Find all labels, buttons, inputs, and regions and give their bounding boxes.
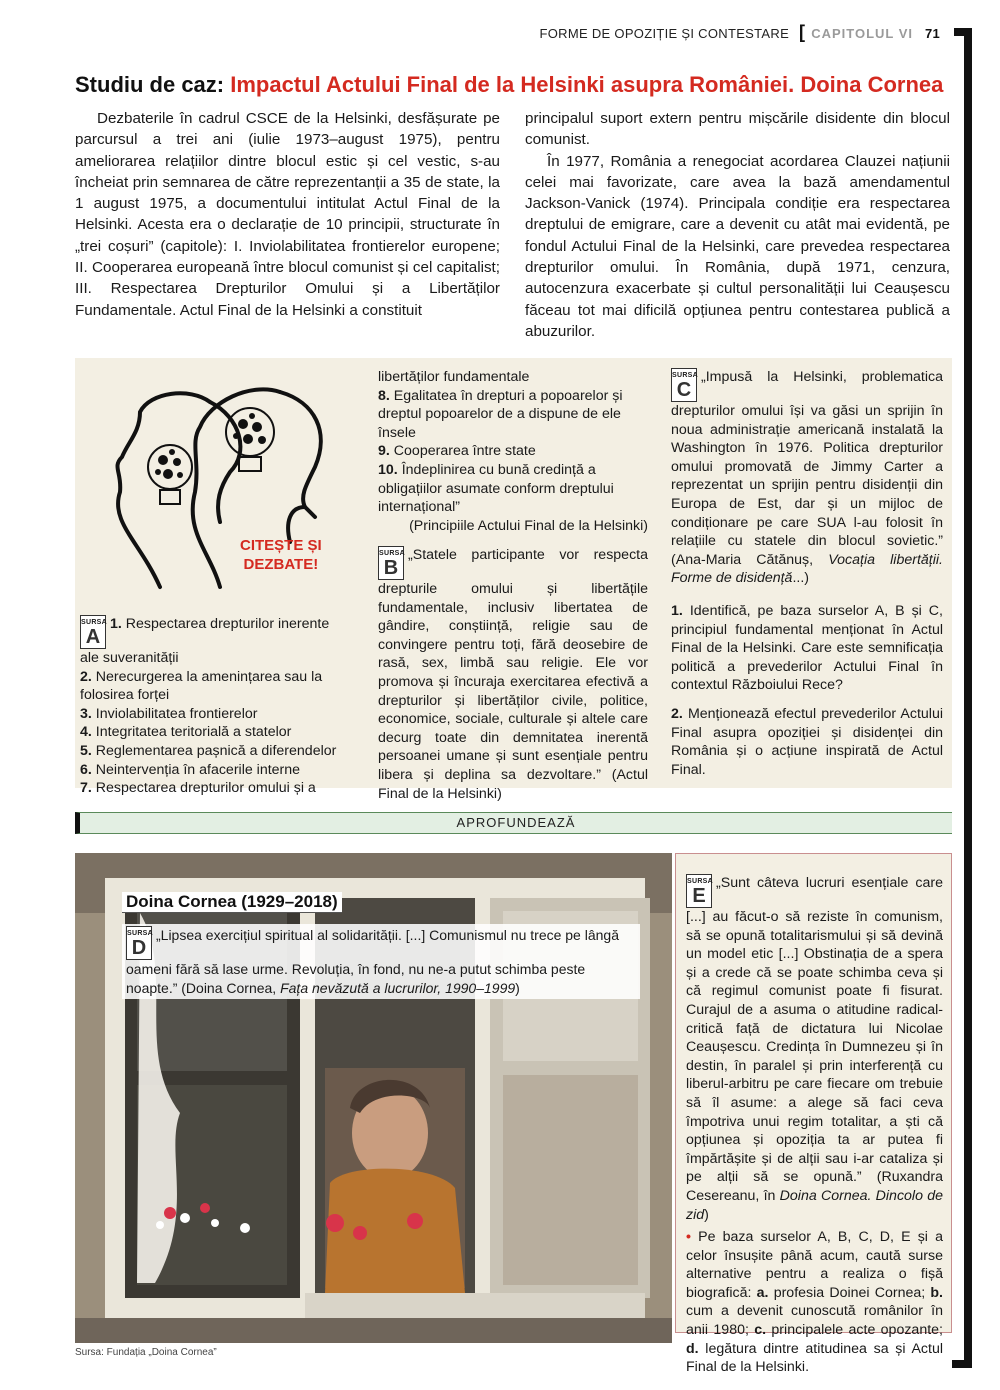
source-a: SURSA A 1. Respectarea drepturilor inerente ale suveranității 2. Nerecurgerea la amenințarea sau la folosirea forței 3. Inviolabilitatea frontierelor 4. Integritatea teritorială a statelor 5. Reglementarea pașnică a diferendelor 6. Neintervenția în afacerile interne 7. Respectarea drepturilor omului și a bbox=[80, 616, 337, 797]
page-frame-right bbox=[964, 28, 972, 1368]
intro-paragraph-2: În 1977, România a renegociat acordarea Clauzei națiunii celei mai favorizate, care avea la bază amendamentul Jackson-Vanick (1974). Principala condiție era respectarea dreptului de emigrare, care a devenit cu atât mai evidentă, pe fondul Actului Final de la Helsinki, care prevedea respectarea drepturilor omului. În România, după 1971, cenzura, autocenzura exacerbate și cultul personalității lui Ceaușescu făceau tot mai dificilă opțiunea pentru contestarea publică a abuzurilor. bbox=[525, 152, 950, 340]
intro-right-column bbox=[525, 108, 950, 342]
bullet-icon: • bbox=[686, 1229, 691, 1246]
doina-cornea-heading: Doina Cornea (1929–2018) bbox=[122, 892, 342, 913]
intro-left-column bbox=[75, 108, 500, 321]
intro-paragraph-1: Dezbaterile în cadrul CSCE de la Helsinki, desfășurate pe parcursul a trei ani (iulie 1973–august 1975), pentru ameliorarea relațiilor dintre blocul estic și cel vestic, s-au încheiat prin semnarea de către reprezentanții a 35 de state, la 1 august 1975, a documentului intitulat Actul Final de la Helsinki. Acesta era o declarație de 10 principii, structurate în „trei coșuri” (capitole): I. Inviolabilitatea frontierelor europene; II. Cooperarea europeană între blocul comunist și cel capitalist; III. Respectarea Drepturilor Omului și a Libertăților Fundamentale. Actul Final de la Helsinki a constituit bbox=[75, 110, 500, 319]
source-badge-e: SURSA E bbox=[686, 874, 712, 908]
biography-task: • Pe baza surselor A, B, C, D, E și a celor însușite până acum, caută surse alternative pentru a realiza o fișă biografică: a. profesia Doinei Cornea; b. cum a devenit cunoscută românilor în anii 1980; c. principalele acte opozante; d. legătura dintre atitudinea sa și Actul Final de la Helsinki. bbox=[686, 1229, 943, 1376]
photo-credit: Sursa: Fundația „Doina Cornea” bbox=[75, 1347, 217, 1358]
source-d: SURSA D „Lipsea exercițiul spiritual al solidarității. [...] Comunismul nu trece pe lângă oameni fără să lase urme. Revoluția, în fond, nu ne-a putut schimba peste noapte.” (Doina Cornea, Fața nevăzută a lucrurilor, 1990–1999) bbox=[122, 924, 640, 999]
source-e: SURSA E „Sunt câteva lucruri esențiale care [...] au făcut-o să reziste în comunism, să se opună totalitarismului și să devină un model etic [...] Obstinația de a spera și a crede că se poate schimba ceva și că regimul comunist poate fi fisurat. Curajul de a asuma o atitudine radical-critică față de dictatura lui Nicolae Ceaușescu. Credința în Dumnezeu și în destin, în paralel și prin interferență cu liberul-arbitru pe care fiecare om trebuie să îl asume: a alege să faci ceva împotriva unui regim totalitar, a ști că opțiunea și opoziția ta ar putea fi împărtășite și de alții sau i-ar cataliza și pe alții să se opună.” (Ruxandra Cesereanu, în Doina Cornea. Dincolo de zid) • Pe baza surselor A, B, C, D, E și a celor însușite până acum, caută surse alternative pentru a realiza o fișă biografică: a. profesia Doinei Cornea; b. cum a devenit cunoscută românilor în anii 1980; c. principalele acte opozante; d. legătura dintre atitudinea sa și Actul Final de la Helsinki. bbox=[675, 853, 952, 1333]
aprofundeaza-section-header: APROFUNDEAZĂ bbox=[75, 812, 952, 834]
source-badge-a: SURSA A bbox=[80, 615, 106, 649]
source-badge-c: SURSA C bbox=[671, 368, 697, 402]
source-c: SURSA C „Impusă la Helsinki, problematica drepturilor omului își va găsi un sprijin în noua administrație americană instalată la Washington în 1976. Politica drepturilor omului promovată de Jimmy Carter a reprezentat un sprijin pentru disidenții din Europa de Est, dar și un mijloc de condiționare pe care SUA l-au folosit în relațiile cu statele din blocul sovietic.” (Ana-Maria Cătănuș, Vocația libertății. Forme de disidență...) bbox=[671, 369, 943, 587]
source-badge-d: SURSA D bbox=[126, 926, 152, 960]
intro-continuation: principalul suport extern pentru mișcările disidente din blocul comunist. bbox=[525, 110, 950, 149]
source-badge-b: SURSA B bbox=[378, 546, 404, 580]
running-head: FORME DE OPOZIȚIE ȘI CONTESTARE [ CAPITOLUL VI 71 bbox=[539, 22, 940, 42]
page-number: 71 bbox=[924, 26, 940, 41]
page-title: Studiu de caz: Impactul Actului Final de la Helsinki asupra României. Doina Cornea bbox=[75, 72, 944, 97]
chapter-label: CAPITOLUL VI bbox=[811, 26, 914, 41]
questions bbox=[671, 602, 943, 789]
source-a-continuation: libertăților fundamentale 8. Egalitatea în drepturi a popoarelor și dreptul popoarelor de a dispune de ele însele 9. Cooperarea între state 10. Îndeplinirea cu bună credință a obligațiilor asumate conform dreptului internațional” (Principiile Actului Final de la Helsinki) bbox=[378, 369, 648, 534]
source-a-attribution: (Principiile Actului Final de la Helsinki) bbox=[409, 517, 648, 534]
read-and-debate-callout: CITEȘTE ȘI DEZBATE! bbox=[240, 537, 322, 573]
source-b: SURSA B „Statele participante vor respecta drepturile omului și libertățile fundamentale, inclusiv libertatea de gândire, conștiință, religie sau de convingere pentru toți, fără deosebire de rasă, sex, limbă sau religie. Ele vor promova și încuraja exercitarea efectivă a drepturilor și libertăților civile, politice, economice, sociale, culturale și altele care decurg toate din demnitatea inerentă persoanei umane și sunt esențiale pentru libera și deplina sa dezvoltare.” (Actul Final de la Helsinki) bbox=[378, 547, 648, 802]
section-title: FORME DE OPOZIȚIE ȘI CONTESTARE bbox=[539, 26, 790, 41]
page-frame-bottom bbox=[952, 1360, 972, 1368]
question-1: 1. Identifică, pe baza surselor A, B și C, principiul fundamental menționat în Actul Final de la Helsinki. Care este semnificația politică a prevederilor Actului Final în contextul Războiului Rece? bbox=[671, 603, 943, 694]
question-2: 2. Menționează efectul prevederilor Actului Final asupra opoziției și disidenței din România și o acțiune inspirată de Actul Final. bbox=[671, 705, 943, 778]
